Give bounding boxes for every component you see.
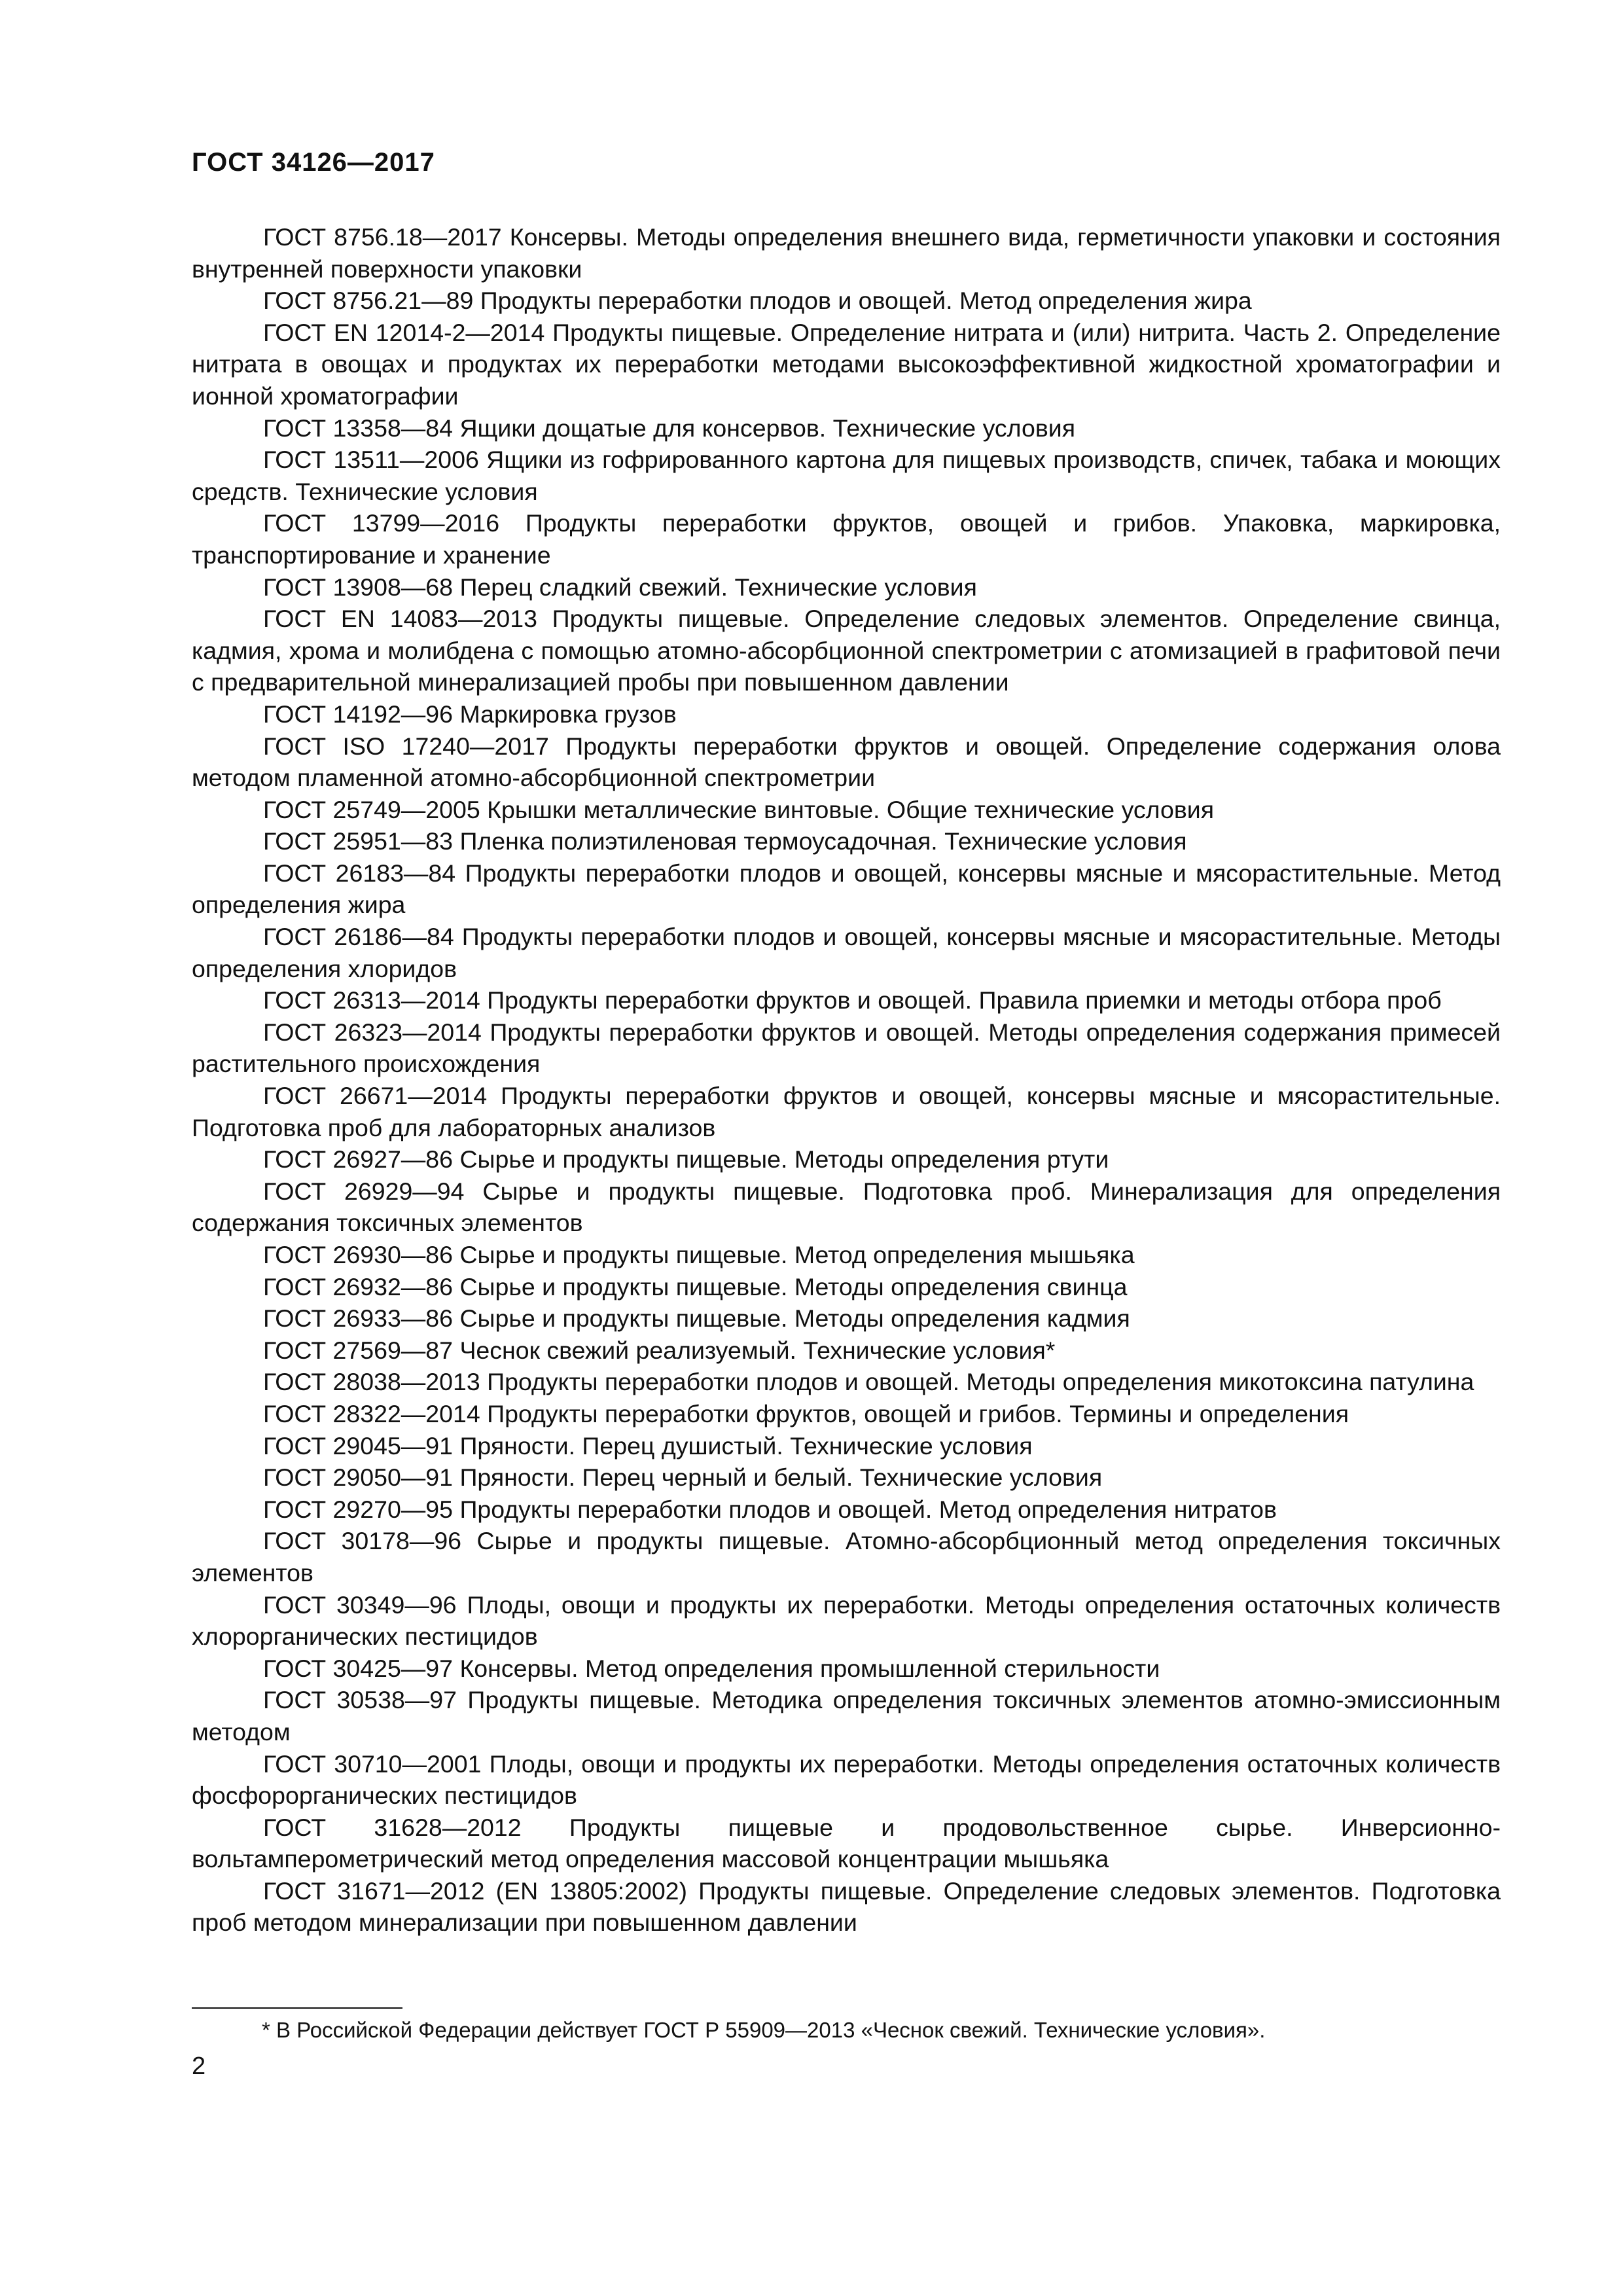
- reference-item: ГОСТ 26932—86 Сырье и продукты пищевые. Методы определения свинца: [263, 1272, 1128, 1300]
- reference-item: ГОСТ 26186—84 Продукты переработки плодов и овощей, консервы мясные и мясорастительные. Методы определения хлоридов: [192, 923, 1501, 982]
- reference-item: ГОСТ EN 14083—2013 Продукты пищевые. Определение следовых элементов. Определение свинца, кадмия, хрома и молибдена с помощью атомно-абсорбционной спектрометрии с атомизацией в графитовой печи с предварительной минерализацией пробы при повышенном давлении: [192, 605, 1501, 696]
- footnote-divider: [192, 2007, 402, 2009]
- reference-item: ГОСТ 26927—86 Сырье и продукты пищевые. Методы определения ртути: [263, 1145, 1109, 1174]
- reference-item: ГОСТ 13908—68 Перец сладкий свежий. Технические условия: [263, 573, 977, 601]
- reference-item: ГОСТ 13799—2016 Продукты переработки фруктов, овощей и грибов. Упаковка, маркировка, транспортирование и хранение: [192, 509, 1501, 569]
- reference-item: ГОСТ 28322—2014 Продукты переработки фруктов, овощей и грибов. Термины и определения: [263, 1399, 1349, 1427]
- reference-item: ГОСТ 26323—2014 Продукты переработки фруктов и овощей. Методы определения содержания примесей растительного происхождения: [192, 1018, 1501, 1078]
- reference-item: ГОСТ EN 12014-2—2014 Продукты пищевые. Определение нитрата и (или) нитрита. Часть 2. Определение нитрата в овощах и продуктах их переработки методами высокоэффективной жидкостной хроматографии и ионной хроматографии: [192, 318, 1501, 410]
- page-number: 2: [192, 2053, 206, 2080]
- reference-item: ГОСТ ISO 17240—2017 Продукты переработки фруктов и овощей. Определение содержания олова методом пламенной атомно-абсорбционной спектрометрии: [192, 732, 1501, 792]
- reference-item: ГОСТ 8756.18—2017 Консервы. Методы определения внешнего вида, герметичности упаковки и состояния внутренней поверхности упаковки: [192, 223, 1501, 283]
- reference-item: ГОСТ 25749—2005 Крышки металлические винтовые. Общие технические условия: [263, 795, 1214, 823]
- document-id-header: ГОСТ 34126—2017: [192, 148, 435, 177]
- reference-item: ГОСТ 13511—2006 Ящики из гофрированного картона для пищевых производств, спичек, табака и моющих средств. Технические условия: [192, 446, 1501, 505]
- reference-item: ГОСТ 29050—91 Пряности. Перец черный и белый. Технические условия: [263, 1463, 1103, 1492]
- reference-item: ГОСТ 30425—97 Консервы. Метод определения промышленной стерильности: [263, 1654, 1160, 1682]
- reference-item: ГОСТ 26930—86 Сырье и продукты пищевые. Метод определения мышьяка: [263, 1241, 1135, 1268]
- reference-item: ГОСТ 13358—84 Ящики дощатые для консервов. Технические условия: [263, 414, 1075, 442]
- reference-item: ГОСТ 31671—2012 (EN 13805:2002) Продукты пищевые. Определение следовых элементов. Подготовка проб методом минерализации при повышенном давлении: [192, 1876, 1501, 1937]
- reference-item: ГОСТ 30178—96 Сырье и продукты пищевые. Атомно-абсорбционный метод определения токсичных элементов: [192, 1527, 1501, 1587]
- reference-item: ГОСТ 28038—2013 Продукты переработки плодов и овощей. Методы определения микотоксина патулина: [263, 1368, 1474, 1396]
- reference-item: ГОСТ 30538—97 Продукты пищевые. Методика определения токсичных элементов атомно-эмиссионным методом: [192, 1686, 1501, 1746]
- reference-item: ГОСТ 14192—96 Маркировка грузов: [263, 700, 677, 728]
- reference-item: ГОСТ 30710—2001 Плоды, овощи и продукты их переработки. Методы определения остаточных количеств фосфорорганических пестицидов: [192, 1749, 1501, 1810]
- reference-item: ГОСТ 26313—2014 Продукты переработки фруктов и овощей. Правила приемки и методы отбора проб: [263, 986, 1442, 1014]
- reference-item: ГОСТ 29270—95 Продукты переработки плодов и овощей. Метод определения нитратов: [263, 1495, 1277, 1523]
- footnote: * В Российской Федерации действует ГОСТ Р 55909—2013 «Чеснок свежий. Технические условия».: [262, 2018, 1266, 2042]
- reference-item: ГОСТ 26933—86 Сырье и продукты пищевые. Методы определения кадмия: [263, 1304, 1130, 1333]
- reference-item: ГОСТ 27569—87 Чеснок свежий реализуемый. Технические условия*: [263, 1336, 1056, 1364]
- reference-item: ГОСТ 26671—2014 Продукты переработки фруктов и овощей, консервы мясные и мясорастительные. Подготовка проб для лабораторных анализов: [192, 1082, 1501, 1141]
- reference-item: ГОСТ 26929—94 Сырье и продукты пищевые. Подготовка проб. Минерализация для определения содержания токсичных элементов: [192, 1177, 1501, 1237]
- reference-item: ГОСТ 29045—91 Пряности. Перец душистый. Технические условия: [263, 1431, 1033, 1460]
- normative-references-list: [192, 221, 1501, 1939]
- reference-item: ГОСТ 30349—96 Плоды, овощи и продукты их переработки. Методы определения остаточных количеств хлорорганических пестицидов: [192, 1590, 1501, 1651]
- reference-item: ГОСТ 26183—84 Продукты переработки плодов и овощей, консервы мясные и мясорастительные. Метод определения жира: [192, 859, 1501, 919]
- reference-item: ГОСТ 8756.21—89 Продукты переработки плодов и овощей. Метод определения жира: [263, 287, 1252, 315]
- reference-item: ГОСТ 31628—2012 Продукты пищевые и продовольственное сырье. Инверсионно-вольтамперометрический метод определения массовой концентрации мышьяка: [192, 1813, 1501, 1873]
- reference-item: ГОСТ 25951—83 Пленка полиэтиленовая термоусадочная. Технические условия: [263, 827, 1187, 855]
